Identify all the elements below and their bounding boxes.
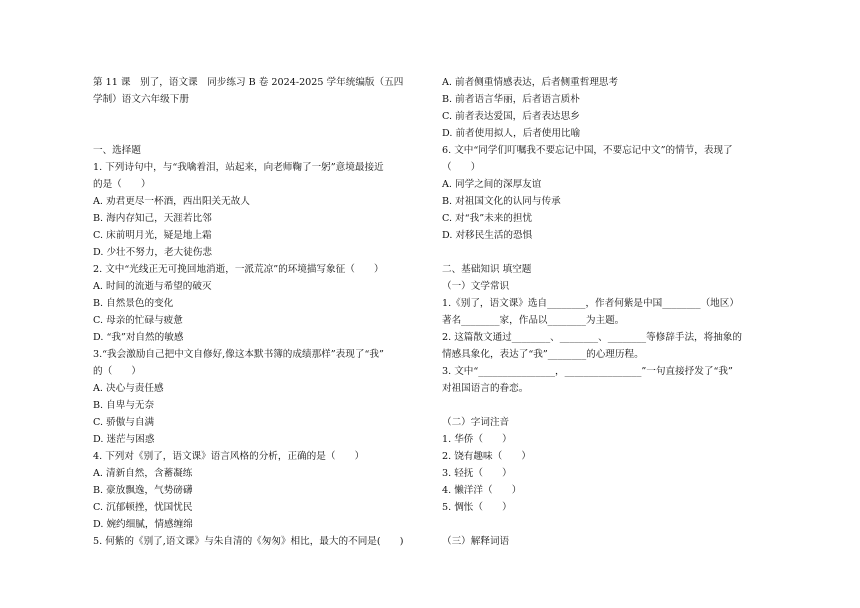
text-line: B. 前者语言华丽，后者语言质朴	[442, 94, 580, 105]
title-line: 第 11 课 别了，语文课 同步练习 B 卷 2024-2025 学年统编版（五四	[93, 77, 404, 88]
text-line: 著名________家，作品以________为主题。	[442, 315, 625, 326]
text-line: B. 对祖国文化的认同与传承	[442, 196, 561, 207]
text-line: A. 前者侧重情感表达，后者侧重哲理思考	[442, 77, 619, 88]
text-line: 2. 这篇散文通过________、________、________等修辞手法，将抽象的	[442, 332, 743, 343]
text-line: A. 清新自然，含蓄凝练	[93, 468, 193, 479]
blank-line	[442, 397, 777, 414]
text-line: （三）解释词语	[442, 536, 510, 547]
text-line: 3. 文中“________________，________________”一句直接抒发了“我”	[442, 366, 733, 377]
text-line: C. 对“我”未来的担忧	[442, 213, 533, 224]
text-line: 情感具象化，表达了“我”________的心理历程。	[442, 349, 644, 360]
text-line: C. 母亲的忙碌与疲惫	[93, 315, 183, 326]
text-line: A. 劝君更尽一杯酒，西出阳关无故人	[93, 196, 250, 207]
text-line: （一）文学常识	[442, 281, 510, 292]
text-line: 2. 文中“光线正无可挽回地消逝，一派荒凉”的环境描写象征（ ）	[93, 264, 384, 275]
text-line: C. 骄傲与自满	[93, 417, 155, 428]
blank-line	[442, 516, 777, 533]
text-line: D. 前者使用拟人，后者使用比喻	[442, 128, 581, 139]
right-column	[442, 74, 777, 550]
text-line: C. 床前明月光，疑是地上霜	[93, 230, 212, 241]
text-line: 的（ ）	[93, 366, 141, 377]
text-line: A. 决心与责任感	[93, 383, 164, 394]
text-line: D. 少壮不努力，老大徒伤悲	[93, 247, 212, 258]
text-line: B. 海内存知己，天涯若比邻	[93, 213, 212, 224]
text-line: D. 对移民生活的恐惧	[442, 230, 533, 241]
text-line: 4. 懒洋洋（ ）	[442, 485, 522, 496]
text-line: 4. 下列对《别了，语文课》语言风格的分析，正确的是（ ）	[93, 451, 365, 462]
text-line: C. 沉郁顿挫，忧国忧民	[93, 502, 193, 513]
text-line: 一、选择题	[93, 145, 141, 156]
text-line: D. 婉约细腻，情感缠绵	[93, 519, 193, 530]
text-line: A. 同学之间的深厚友谊	[442, 179, 542, 190]
text-line: 1. 华侨（ ）	[442, 434, 512, 445]
text-line: （二）字词注音	[442, 417, 510, 428]
text-line: 2. 饶有趣味（ ）	[442, 451, 531, 462]
title-line: 学制）语文六年级下册	[93, 94, 189, 105]
text-line: 二、基础知识 填空题	[442, 264, 532, 275]
text-line: 的是（ ）	[93, 179, 151, 190]
text-line: D. 迷茫与困惑	[93, 434, 155, 445]
text-line: （ ）	[442, 162, 481, 173]
text-line: 5. 何紫的《别了,语文课》与朱自清的《匆匆》相比，最大的不同是( )	[93, 536, 404, 547]
text-line: 对祖国语言的眷恋。	[442, 383, 529, 394]
text-line: 5. 惆怅（ ）	[442, 502, 512, 513]
text-line: A. 时间的流逝与希望的破灭	[93, 281, 212, 292]
right-body	[442, 74, 777, 550]
text-line: 1. 下列诗句中，与“我噙着泪，站起来，向老师鞠了一躬”意境最接近	[93, 162, 384, 173]
text-line: 6. 文中“同学们叮嘱我不要忘记中国，不要忘记中文”的情节，表现了	[442, 145, 733, 156]
text-line: C. 前者表达爱国，后者表达思乡	[442, 111, 580, 122]
text-line: 3. 轻抚（ ）	[442, 468, 512, 479]
text-line: B. 豪放飘逸，气势磅礴	[93, 485, 193, 496]
document-title	[93, 74, 423, 108]
left-body	[93, 108, 423, 550]
text-line: D. “我”对自然的敏感	[93, 332, 184, 343]
text-line: B. 自然景色的变化	[93, 298, 174, 309]
text-line: 1.《别了，语文课》选自________，作者何紫是中国________（地区）	[442, 298, 739, 309]
blank-line	[93, 108, 423, 125]
text-line: B. 自卑与无奈	[93, 400, 155, 411]
left-column	[93, 74, 423, 550]
text-line: 3.“我会激励自己把中文自修好,像这本默书簿的成绩那样”表现了“我”	[93, 349, 384, 360]
blank-line	[442, 244, 777, 261]
blank-line	[93, 125, 423, 142]
